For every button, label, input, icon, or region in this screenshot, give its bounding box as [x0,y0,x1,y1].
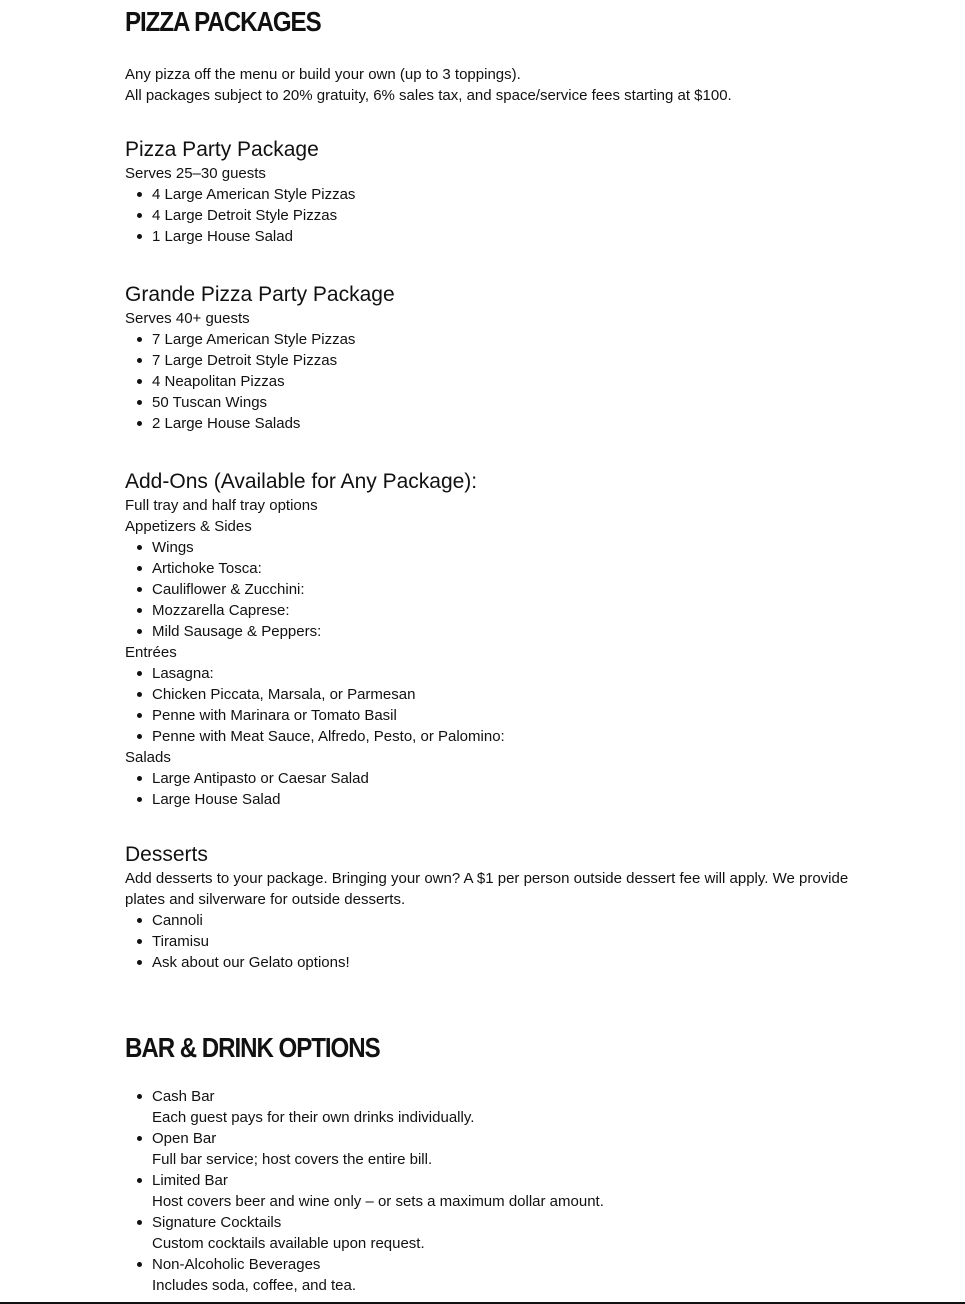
bullet-icon [137,776,142,781]
list-item: Large Antipasto or Caesar Salad [125,768,865,789]
entrees-list [125,663,865,747]
list-item: Chicken Piccata, Marsala, or Parmesan [125,684,865,705]
appetizers-heading: Appetizers & Sides [125,518,252,535]
bullet-icon [137,566,142,571]
list-item: Signature Cocktails Custom cocktails available upon request. [125,1212,865,1254]
list-item: 1 Large House Salad [125,226,865,247]
list-item: 4 Large American Style Pizzas [125,184,865,205]
pizza-packages-title: PIZZA PACKAGES [125,6,321,37]
bullet-icon [137,213,142,218]
list-item: Cannoli [125,910,865,931]
bullet-icon [137,545,142,550]
bullet-icon [137,587,142,592]
bullet-icon [137,734,142,739]
party-package-serves: Serves 25–30 guests [125,165,266,182]
list-item: 7 Large Detroit Style Pizzas [125,350,865,371]
bullet-icon [137,918,142,923]
list-item: 4 Neapolitan Pizzas [125,371,865,392]
bullet-icon [137,1136,142,1141]
list-item: Penne with Meat Sauce, Alfredo, Pesto, or Palomino: [125,726,865,747]
list-item: Ask about our Gelato options! [125,952,865,973]
list-item: Penne with Marinara or Tomato Basil [125,705,865,726]
bullet-icon [137,192,142,197]
list-item: Cauliflower & Zucchini: [125,579,865,600]
list-item: Cash Bar Each guest pays for their own drinks individually. [125,1086,865,1128]
list-item: Limited Bar Host covers beer and wine only – or sets a maximum dollar amount. [125,1170,865,1212]
list-item: Mozzarella Caprese: [125,600,865,621]
party-package-title: Pizza Party Package [125,138,319,161]
list-item: Tiramisu [125,931,865,952]
bullet-icon [137,797,142,802]
desserts-description-2: plates and silverware for outside desserts. [125,891,406,908]
grande-package-serves: Serves 40+ guests [125,310,250,327]
pizza-packages-intro-2: All packages subject to 20% gratuity, 6% sales tax, and space/service fees starting at $100. [125,87,732,104]
bullet-icon [137,1262,142,1267]
bullet-icon [137,400,142,405]
grande-package-list [125,329,865,434]
appetizers-list [125,537,865,642]
bar-options-list [125,1086,865,1296]
bar-options-title: BAR & DRINK OPTIONS [125,1032,380,1063]
addons-tray-note: Full tray and half tray options [125,497,318,514]
bullet-icon [137,939,142,944]
bullet-icon [137,421,142,426]
desserts-description-1: Add desserts to your package. Bringing your own? A $1 per person outside dessert fee will apply. We provide [125,870,849,887]
desserts-list [125,910,865,973]
menu-document [125,0,865,1296]
grande-package-title: Grande Pizza Party Package [125,283,395,306]
bullet-icon [137,234,142,239]
addons-title: Add-Ons (Available for Any Package): [125,470,478,493]
bullet-icon [137,608,142,613]
list-item: Large House Salad [125,789,865,810]
bullet-icon [137,960,142,965]
bullet-icon [137,358,142,363]
party-package-list [125,184,865,247]
bullet-icon [137,692,142,697]
list-item: Wings [125,537,865,558]
list-item: 50 Tuscan Wings [125,392,865,413]
list-item: 2 Large House Salads [125,413,865,434]
list-item: Artichoke Tosca: [125,558,865,579]
list-item: 4 Large Detroit Style Pizzas [125,205,865,226]
bullet-icon [137,1178,142,1183]
list-item: Mild Sausage & Peppers: [125,621,865,642]
list-item: Non-Alcoholic Beverages Includes soda, coffee, and tea. [125,1254,865,1296]
list-item: Open Bar Full bar service; host covers the entire bill. [125,1128,865,1170]
bullet-icon [137,337,142,342]
list-item: Lasagna: [125,663,865,684]
salads-list [125,768,865,810]
entrees-heading: Entrées [125,644,177,661]
bullet-icon [137,629,142,634]
desserts-title: Desserts [125,843,208,866]
bullet-icon [137,1094,142,1099]
list-item: 7 Large American Style Pizzas [125,329,865,350]
bullet-icon [137,379,142,384]
bullet-icon [137,671,142,676]
bullet-icon [137,1220,142,1225]
salads-heading: Salads [125,749,171,766]
pizza-packages-intro-1: Any pizza off the menu or build your own (up to 3 toppings). [125,66,521,83]
bullet-icon [137,713,142,718]
